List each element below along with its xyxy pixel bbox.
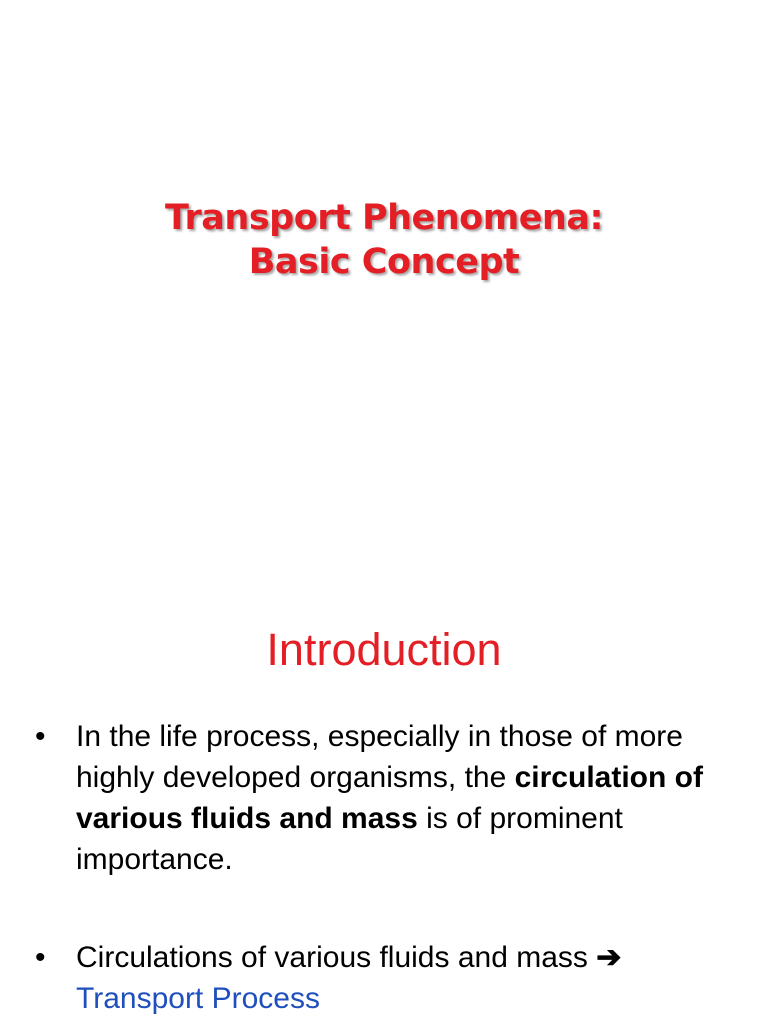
bullet-1-text-bold: circulation of various fluids and mass (76, 761, 703, 835)
bullet-1-text (76, 716, 735, 880)
bullet-icon: • (35, 720, 46, 753)
bullet-1-text-after: is of prominent importance. (76, 802, 623, 876)
bullet-item-2 (35, 937, 735, 1019)
bullet-1-text-before: In the life process, especially in those of more highly developed organisms, the (76, 720, 683, 794)
slide-title-line-2: Basic Concept (248, 242, 520, 282)
bullet-item-1 (35, 716, 735, 880)
slide-title-line-1: Transport Phenomena: (165, 198, 603, 238)
bullet-2-text-main: Circulations of various fluids and mass (76, 941, 597, 974)
slide-title (0, 196, 768, 284)
right-arrow-icon: ➔ (596, 941, 622, 974)
bullet-icon: • (35, 941, 46, 974)
bullet-2-text (76, 937, 735, 1019)
section-heading: Introduction (266, 624, 502, 675)
transport-process-link[interactable]: Transport Process (76, 982, 320, 1015)
